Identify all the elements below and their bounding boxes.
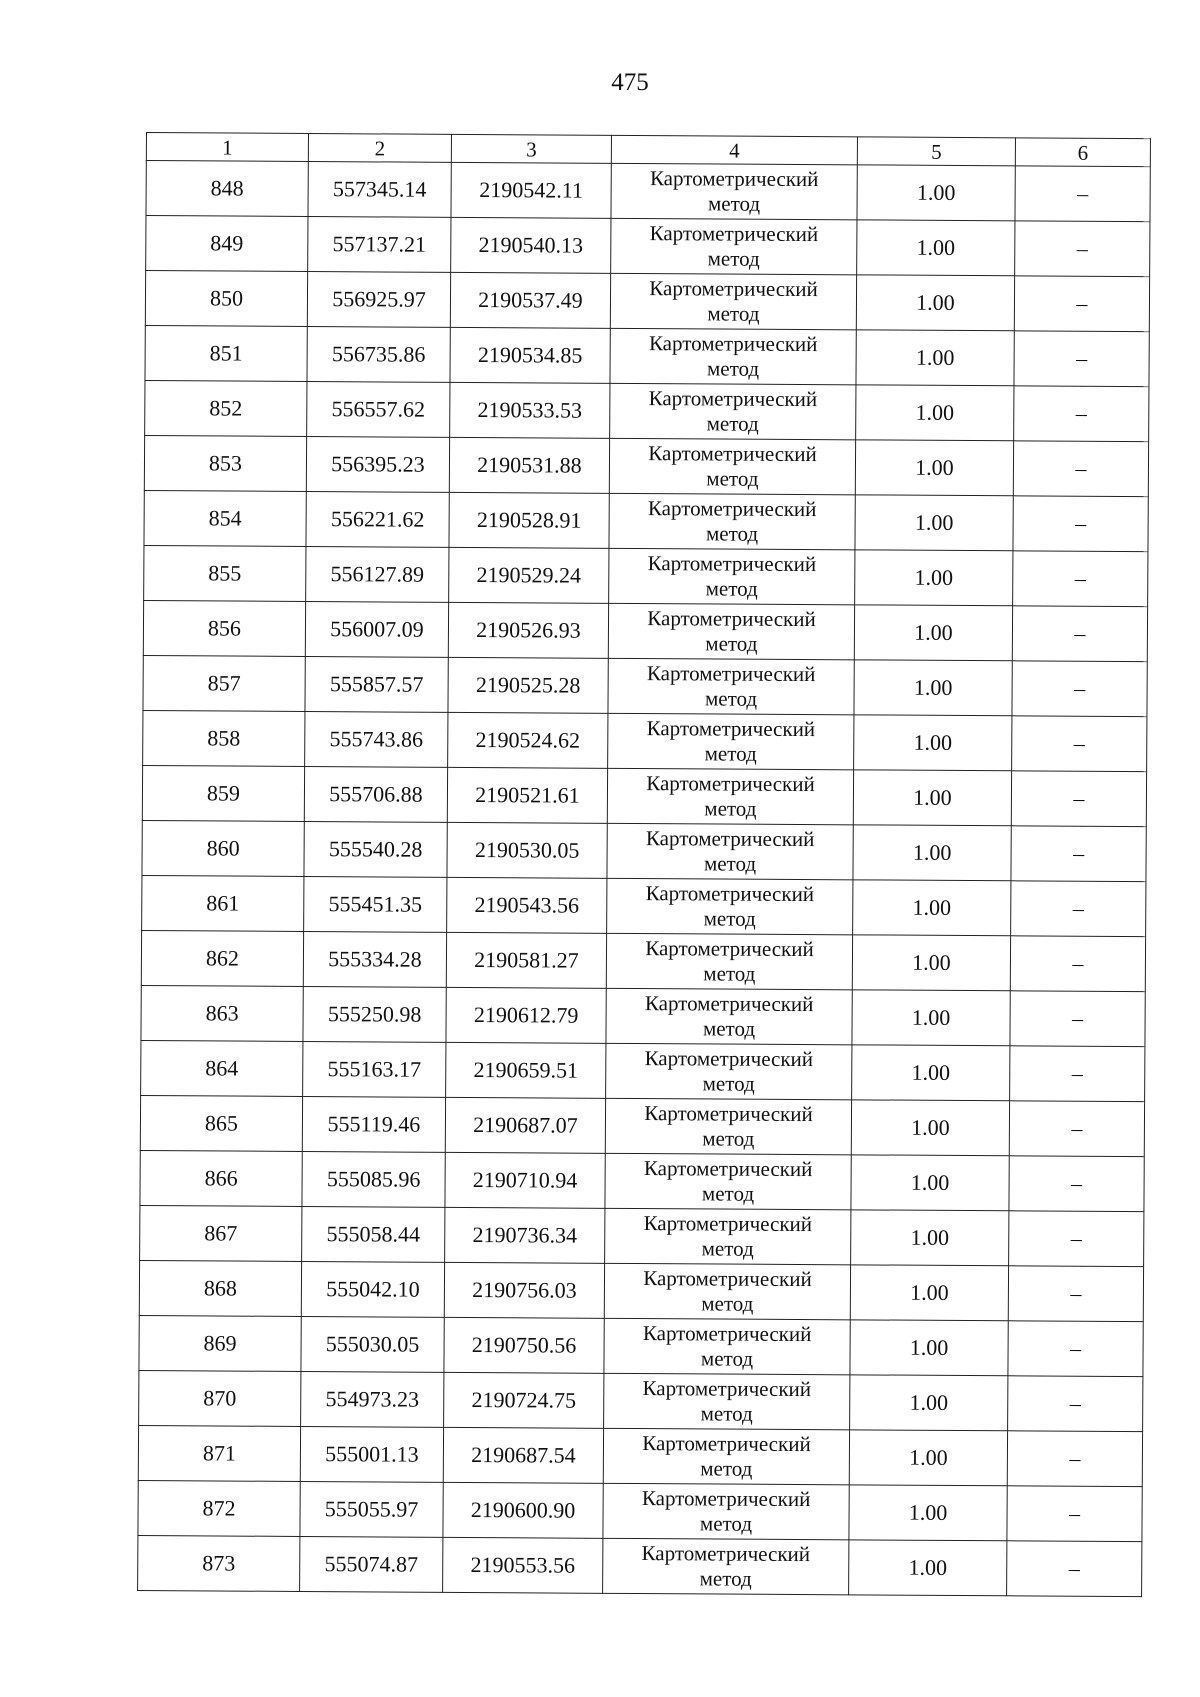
method-line-2: метод xyxy=(703,906,756,931)
cell-method xyxy=(607,823,853,880)
cell-accuracy: 1.00 xyxy=(854,715,1012,771)
cell-x-coordinate: 556925.97 xyxy=(307,271,450,327)
coordinates-table xyxy=(137,132,1151,1597)
cell-y-coordinate: 2190525.28 xyxy=(448,657,608,713)
cell-accuracy: 1.00 xyxy=(856,385,1014,441)
cell-accuracy: 1.00 xyxy=(853,770,1011,826)
cell-point-number: 848 xyxy=(146,161,308,217)
table-row xyxy=(141,930,1145,991)
column-header-1: 1 xyxy=(146,133,308,162)
cell-x-coordinate: 555119.46 xyxy=(302,1096,445,1152)
cell-method xyxy=(604,1373,850,1430)
cell-x-coordinate: 555055.97 xyxy=(300,1481,443,1537)
cell-method xyxy=(603,1428,849,1485)
cell-x-coordinate: 555042.10 xyxy=(301,1261,444,1317)
cell-note: – xyxy=(1008,1266,1143,1322)
cell-point-number: 863 xyxy=(141,985,303,1041)
table-row xyxy=(138,1425,1142,1486)
cell-y-coordinate: 2190529.24 xyxy=(449,547,609,603)
method-line-1: Картометрический xyxy=(647,496,817,522)
cell-accuracy: 1.00 xyxy=(853,880,1011,936)
table-row xyxy=(140,1205,1144,1266)
table-row xyxy=(141,985,1145,1046)
method-line-1: Картометрический xyxy=(646,661,816,687)
cell-method xyxy=(609,548,855,605)
cell-note: – xyxy=(1009,1156,1144,1212)
method-line-1: Картометрический xyxy=(649,166,819,192)
cell-method xyxy=(610,383,856,440)
cell-note: – xyxy=(1012,661,1147,717)
cell-note: – xyxy=(1008,1376,1143,1432)
cell-note: – xyxy=(1011,771,1146,827)
method-line-1: Картометрический xyxy=(648,386,818,412)
cell-method xyxy=(607,878,853,935)
cell-x-coordinate: 556221.62 xyxy=(306,491,449,547)
method-line-2: метод xyxy=(704,741,757,766)
cell-x-coordinate: 555030.05 xyxy=(301,1316,444,1372)
cell-y-coordinate: 2190531.88 xyxy=(449,437,609,493)
table-row xyxy=(144,490,1148,551)
cell-point-number: 854 xyxy=(144,490,306,546)
table-row xyxy=(145,380,1149,441)
method-line-2: метод xyxy=(705,521,759,546)
cell-method xyxy=(605,1208,851,1265)
cell-x-coordinate: 555074.87 xyxy=(300,1536,443,1592)
method-line-2: метод xyxy=(700,1456,753,1481)
cell-note: – xyxy=(1015,166,1150,222)
cell-x-coordinate: 555451.35 xyxy=(304,876,447,932)
cell-note: – xyxy=(1014,276,1149,332)
cell-note: – xyxy=(1007,1431,1142,1487)
cell-y-coordinate: 2190528.91 xyxy=(449,492,609,548)
cell-point-number: 862 xyxy=(141,930,303,986)
cell-method xyxy=(607,768,853,825)
cell-method xyxy=(610,328,856,385)
table-row xyxy=(139,1315,1143,1376)
cell-note: – xyxy=(1010,936,1145,992)
table-row xyxy=(144,545,1148,606)
cell-accuracy: 1.00 xyxy=(849,1540,1007,1596)
cell-y-coordinate: 2190724.75 xyxy=(444,1372,604,1428)
cell-note: – xyxy=(1015,221,1150,277)
table-row xyxy=(141,1040,1145,1101)
method-line-1: Картометрический xyxy=(642,1431,811,1457)
cell-x-coordinate: 555001.13 xyxy=(300,1426,443,1482)
cell-y-coordinate: 2190659.51 xyxy=(446,1042,606,1098)
cell-x-coordinate: 555250.98 xyxy=(303,986,446,1042)
cell-note: – xyxy=(1013,551,1148,607)
cell-y-coordinate: 2190521.61 xyxy=(447,767,607,823)
method-line-1: Картометрический xyxy=(645,826,815,852)
cell-y-coordinate: 2190750.56 xyxy=(444,1317,604,1373)
method-line-1: Картометрический xyxy=(644,1101,813,1127)
cell-x-coordinate: 556735.86 xyxy=(307,326,450,382)
cell-accuracy: 1.00 xyxy=(857,220,1015,276)
cell-point-number: 869 xyxy=(139,1315,301,1371)
method-line-2: метод xyxy=(705,631,758,656)
cell-y-coordinate: 2190687.54 xyxy=(443,1427,603,1483)
cell-y-coordinate: 2190533.53 xyxy=(450,382,610,438)
method-line-1: Картометрический xyxy=(645,936,814,962)
cell-accuracy: 1.00 xyxy=(856,330,1014,386)
cell-method xyxy=(606,933,852,990)
cell-x-coordinate: 555706.88 xyxy=(304,766,447,822)
cell-point-number: 865 xyxy=(140,1095,302,1151)
cell-accuracy: 1.00 xyxy=(849,1485,1007,1541)
method-line-2: метод xyxy=(702,1016,756,1041)
cell-note: – xyxy=(1007,1541,1142,1597)
table-row xyxy=(145,325,1149,386)
cell-x-coordinate: 554973.23 xyxy=(301,1371,444,1427)
cell-note: – xyxy=(1012,606,1147,662)
table-row xyxy=(139,1260,1143,1321)
cell-point-number: 873 xyxy=(138,1535,300,1591)
cell-note: – xyxy=(1010,1046,1145,1102)
method-line-2: метод xyxy=(701,1181,755,1206)
cell-accuracy: 1.00 xyxy=(852,990,1010,1046)
cell-accuracy: 1.00 xyxy=(852,1045,1010,1101)
cell-point-number: 852 xyxy=(145,380,307,436)
column-header-3: 3 xyxy=(451,134,611,163)
method-line-1: Картометрический xyxy=(648,331,818,357)
column-header-5: 5 xyxy=(857,137,1015,166)
table-body xyxy=(138,161,1151,1597)
coordinates-table-wrapper xyxy=(137,132,1151,1597)
method-line-1: Картометрический xyxy=(641,1486,811,1512)
method-line-2: метод xyxy=(699,1566,752,1591)
cell-point-number: 856 xyxy=(143,600,305,656)
table-row xyxy=(140,1150,1144,1211)
table-row xyxy=(140,1095,1144,1156)
cell-accuracy: 1.00 xyxy=(854,660,1012,716)
cell-x-coordinate: 555540.28 xyxy=(304,821,447,877)
method-line-2: метод xyxy=(706,356,760,381)
table-row xyxy=(142,820,1146,881)
cell-note: – xyxy=(1013,496,1148,552)
cell-method xyxy=(609,438,855,495)
cell-note: – xyxy=(1007,1486,1142,1542)
table-row xyxy=(145,271,1149,332)
cell-point-number: 867 xyxy=(140,1205,302,1261)
cell-accuracy: 1.00 xyxy=(855,550,1013,606)
cell-accuracy: 1.00 xyxy=(851,1155,1009,1211)
cell-y-coordinate: 2190553.56 xyxy=(443,1537,603,1593)
column-header-4: 4 xyxy=(611,135,857,165)
cell-point-number: 868 xyxy=(139,1260,301,1316)
cell-y-coordinate: 2190534.85 xyxy=(450,327,610,383)
table-row xyxy=(142,765,1146,826)
method-line-2: метод xyxy=(702,1126,755,1151)
cell-y-coordinate: 2190540.13 xyxy=(451,217,611,273)
cell-x-coordinate: 555085.96 xyxy=(302,1151,445,1207)
table-row xyxy=(138,1480,1142,1541)
cell-note: – xyxy=(1009,1211,1144,1267)
cell-y-coordinate: 2190710.94 xyxy=(445,1152,605,1208)
cell-method xyxy=(603,1483,849,1540)
method-line-2: метод xyxy=(707,301,760,326)
method-line-2: метод xyxy=(707,191,761,216)
table-row xyxy=(138,1535,1142,1596)
table-row xyxy=(143,710,1147,771)
cell-method xyxy=(603,1538,849,1595)
page-number: 475 xyxy=(611,69,649,96)
column-header-6: 6 xyxy=(1015,138,1150,167)
cell-accuracy: 1.00 xyxy=(851,1210,1009,1266)
cell-y-coordinate: 2190537.49 xyxy=(450,272,610,328)
method-line-2: метод xyxy=(700,1346,754,1371)
method-line-2: метод xyxy=(701,1291,754,1316)
cell-accuracy: 1.00 xyxy=(851,1100,1009,1156)
method-line-1: Картометрический xyxy=(646,771,815,797)
cell-note: – xyxy=(1008,1321,1143,1377)
cell-x-coordinate: 557137.21 xyxy=(308,216,451,272)
cell-method xyxy=(608,713,854,770)
cell-method xyxy=(611,218,857,275)
cell-y-coordinate: 2190687.07 xyxy=(445,1097,605,1153)
cell-method xyxy=(606,988,852,1045)
cell-x-coordinate: 557345.14 xyxy=(308,161,451,217)
cell-point-number: 864 xyxy=(141,1040,303,1096)
cell-point-number: 855 xyxy=(144,545,306,601)
cell-note: – xyxy=(1009,1101,1144,1157)
cell-point-number: 860 xyxy=(142,820,304,876)
cell-accuracy: 1.00 xyxy=(856,275,1014,331)
cell-note: – xyxy=(1012,716,1147,772)
method-line-1: Картометрический xyxy=(649,221,819,247)
cell-x-coordinate: 555857.57 xyxy=(305,656,448,712)
method-line-1: Картометрический xyxy=(645,881,815,907)
method-line-2: метод xyxy=(704,686,758,711)
method-line-1: Картометрический xyxy=(643,1156,813,1182)
method-line-2: метод xyxy=(700,1401,753,1426)
cell-accuracy: 1.00 xyxy=(852,935,1010,991)
cell-y-coordinate: 2190581.27 xyxy=(446,932,606,988)
cell-accuracy: 1.00 xyxy=(853,825,1011,881)
cell-method xyxy=(609,493,855,550)
method-line-2: метод xyxy=(702,1071,755,1096)
method-line-1: Картометрический xyxy=(647,606,816,632)
cell-y-coordinate: 2190600.90 xyxy=(443,1482,603,1538)
cell-accuracy: 1.00 xyxy=(850,1265,1008,1321)
cell-y-coordinate: 2190543.56 xyxy=(447,877,607,933)
cell-method xyxy=(604,1263,850,1320)
method-line-1: Картометрический xyxy=(647,551,817,577)
cell-y-coordinate: 2190524.62 xyxy=(448,712,608,768)
cell-point-number: 870 xyxy=(139,1370,301,1426)
cell-accuracy: 1.00 xyxy=(850,1375,1008,1431)
method-line-1: Картометрический xyxy=(642,1376,812,1402)
method-line-1: Картометрический xyxy=(644,991,814,1017)
column-header-2: 2 xyxy=(308,133,451,162)
cell-point-number: 857 xyxy=(143,655,305,711)
cell-method xyxy=(611,163,857,220)
method-line-1: Картометрический xyxy=(649,276,818,302)
cell-point-number: 851 xyxy=(145,325,307,381)
cell-note: – xyxy=(1010,991,1145,1047)
cell-accuracy: 1.00 xyxy=(855,440,1013,496)
method-line-1: Картометрический xyxy=(648,441,817,467)
table-row xyxy=(146,216,1150,277)
method-line-1: Картометрический xyxy=(644,1046,814,1072)
table-row xyxy=(143,600,1147,661)
cell-accuracy: 1.00 xyxy=(850,1320,1008,1376)
cell-accuracy: 1.00 xyxy=(855,495,1013,551)
cell-x-coordinate: 555334.28 xyxy=(303,931,446,987)
cell-y-coordinate: 2190756.03 xyxy=(444,1262,604,1318)
table-row xyxy=(144,435,1148,496)
cell-x-coordinate: 555058.44 xyxy=(302,1206,445,1262)
method-line-1: Картометрический xyxy=(643,1266,812,1292)
method-line-2: метод xyxy=(706,411,759,436)
method-line-2: метод xyxy=(705,576,758,601)
cell-y-coordinate: 2190542.11 xyxy=(451,162,611,218)
table-row xyxy=(142,875,1146,936)
cell-note: – xyxy=(1014,331,1149,387)
cell-point-number: 866 xyxy=(140,1150,302,1206)
table-row xyxy=(139,1370,1143,1431)
cell-method xyxy=(605,1153,851,1210)
cell-x-coordinate: 556127.89 xyxy=(306,546,449,602)
cell-y-coordinate: 2190530.05 xyxy=(447,822,607,878)
cell-point-number: 872 xyxy=(138,1480,300,1536)
method-line-1: Картометрический xyxy=(641,1541,811,1567)
cell-x-coordinate: 556557.62 xyxy=(307,381,450,437)
cell-point-number: 859 xyxy=(142,765,304,821)
method-line-1: Картометрический xyxy=(643,1211,813,1237)
cell-point-number: 849 xyxy=(146,216,308,272)
cell-point-number: 861 xyxy=(142,875,304,931)
cell-x-coordinate: 556395.23 xyxy=(306,436,449,492)
cell-x-coordinate: 555163.17 xyxy=(303,1041,446,1097)
cell-method xyxy=(610,273,856,330)
cell-note: – xyxy=(1013,441,1148,497)
cell-method xyxy=(608,658,854,715)
table-row xyxy=(146,161,1150,222)
cell-method xyxy=(605,1098,851,1155)
cell-y-coordinate: 2190612.79 xyxy=(446,987,606,1043)
cell-method xyxy=(604,1318,850,1375)
cell-point-number: 858 xyxy=(143,710,305,766)
cell-method xyxy=(608,603,854,660)
cell-note: – xyxy=(1011,826,1146,882)
cell-accuracy: 1.00 xyxy=(849,1430,1007,1486)
cell-x-coordinate: 556007.09 xyxy=(305,601,448,657)
cell-note: – xyxy=(1011,881,1146,937)
method-line-2: метод xyxy=(701,1236,754,1261)
method-line-1: Картометрический xyxy=(646,716,816,742)
cell-accuracy: 1.00 xyxy=(854,605,1012,661)
cell-point-number: 853 xyxy=(144,435,306,491)
cell-point-number: 850 xyxy=(145,271,307,327)
cell-x-coordinate: 555743.86 xyxy=(305,711,448,767)
cell-method xyxy=(606,1043,852,1100)
method-line-2: метод xyxy=(699,1511,753,1536)
method-line-2: метод xyxy=(703,961,756,986)
cell-y-coordinate: 2190736.34 xyxy=(445,1207,605,1263)
method-line-1: Картометрический xyxy=(642,1321,812,1347)
table-row xyxy=(143,655,1147,716)
cell-point-number: 871 xyxy=(138,1425,300,1481)
method-line-2: метод xyxy=(706,466,759,491)
cell-note: – xyxy=(1014,386,1149,442)
method-line-2: метод xyxy=(707,246,760,271)
method-line-2: метод xyxy=(704,796,757,821)
cell-accuracy: 1.00 xyxy=(857,165,1015,221)
method-line-2: метод xyxy=(703,851,757,876)
cell-y-coordinate: 2190526.93 xyxy=(448,602,608,658)
